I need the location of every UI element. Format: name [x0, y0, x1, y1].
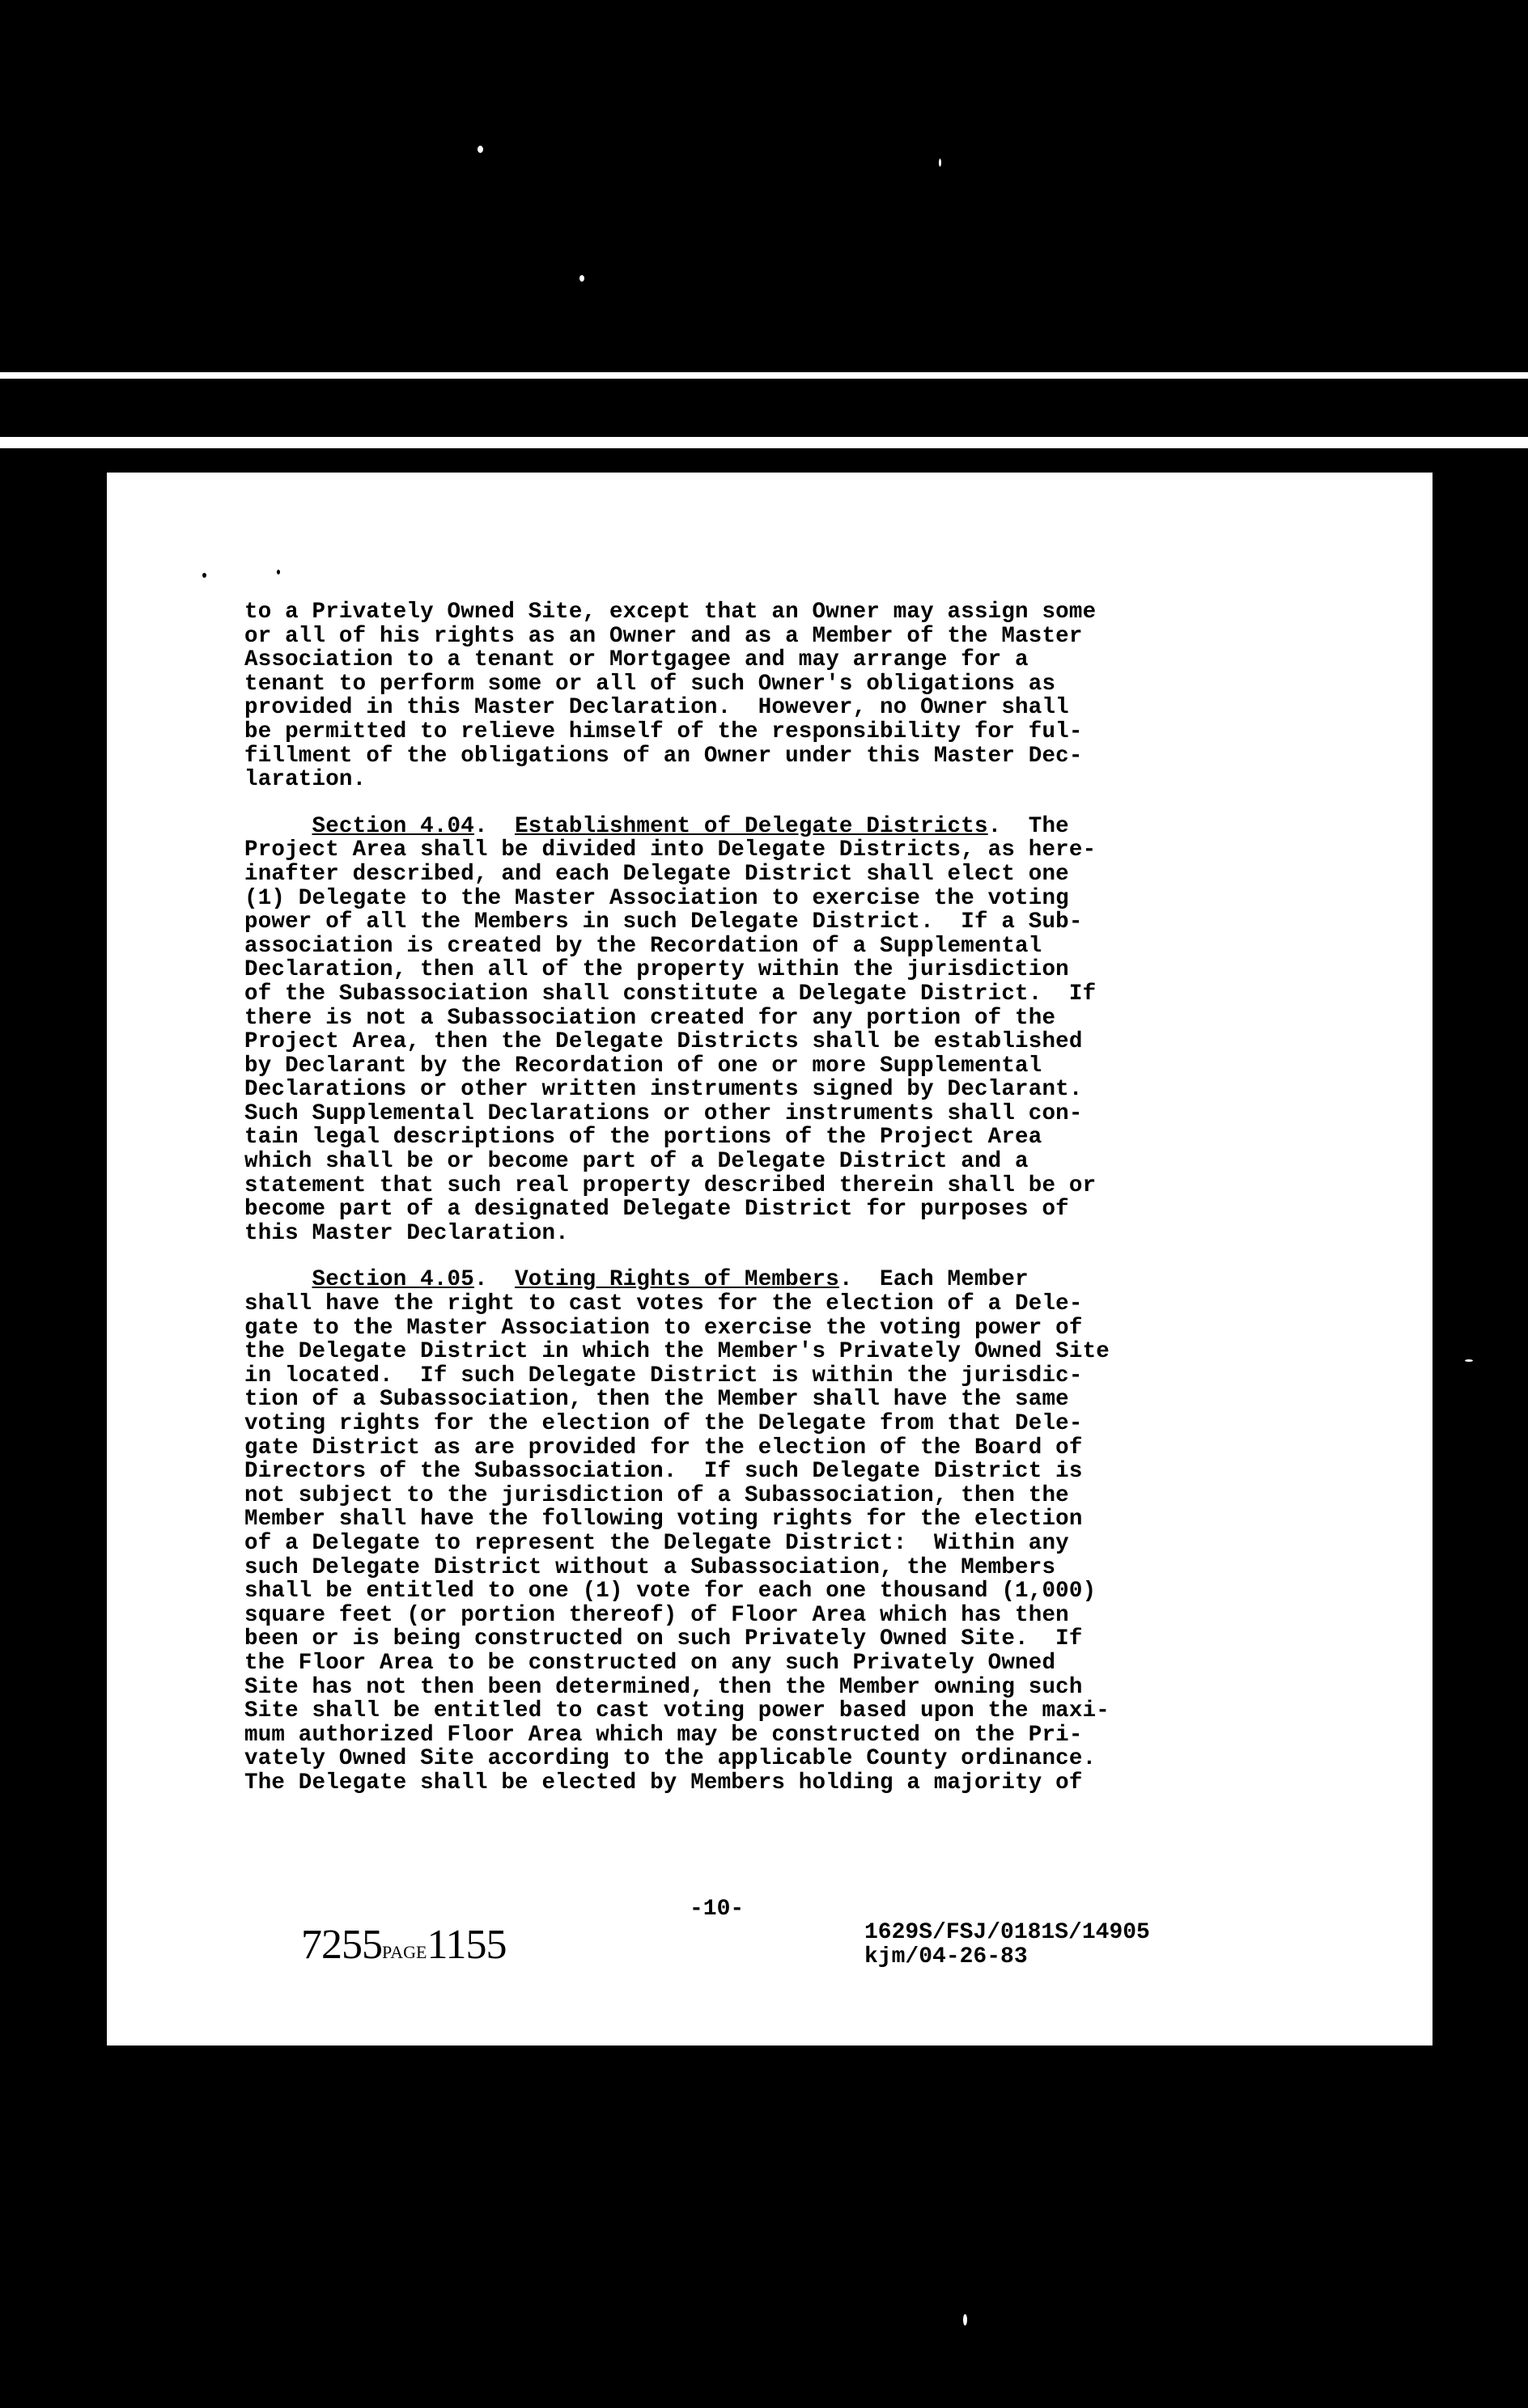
book-page-label: PAGE [382, 1942, 427, 1962]
text-line: Site has not then been determined, then the Member owning such [244, 1674, 1083, 1700]
scan-speck [277, 570, 280, 574]
book-page-number: 1155 [427, 1922, 507, 1968]
text-line: which shall be or become part of a Delegate District and a [244, 1149, 1029, 1175]
scan-speck [579, 275, 584, 282]
text-line: square feet (or portion thereof) of Floor Area which has then [244, 1602, 1069, 1628]
text-line: The Delegate shall be elected by Members holding a majority of [244, 1770, 1083, 1795]
text-line: or all of his rights as an Owner and as a Member of the Master [244, 623, 1083, 649]
scan-speck [963, 2314, 967, 2325]
scan-edge-band [0, 437, 1528, 448]
text-line: become part of a designated Delegate District for purposes of [244, 1197, 1069, 1223]
section-heading-line: Section 4.04. Establishment of Delegate Districts. The [312, 813, 1069, 839]
text-line: there is not a Subassociation created for any portion of the [244, 1005, 1056, 1031]
book-page-stamp [301, 1921, 507, 1969]
document-reference [864, 1921, 1150, 1969]
text-line: not subject to the jurisdiction of a Subassociation, then the [244, 1482, 1069, 1508]
text-line: Directors of the Subassociation. If such Delegate District is [244, 1459, 1083, 1485]
text-line: inafter described, and each Delegate District shall elect one [244, 861, 1069, 887]
section-heading-line: Section 4.05. Voting Rights of Members. Each Member [312, 1267, 1029, 1293]
document-body [244, 600, 1377, 1818]
text-line: such Delegate District without a Subassociation, the Members [244, 1554, 1056, 1580]
section-number: Section 4.04 [312, 813, 474, 839]
text-line: of a Delegate to represent the Delegate District: Within any [244, 1530, 1069, 1556]
text-line: association is created by the Recordation of a Supplemental [244, 933, 1042, 959]
text-line: Declaration, then all of the property within the jurisdiction [244, 957, 1069, 983]
text-line: shall be entitled to one (1) vote for each one thousand (1,000) [244, 1579, 1097, 1605]
section-heading-rest: . Each Member [838, 1267, 1029, 1293]
text-line: laration. [244, 767, 367, 793]
text-line: tain legal descriptions of the portions of the Project Area [244, 1125, 1042, 1151]
text-line: (1) Delegate to the Master Association to exercise the voting [244, 885, 1069, 911]
text-line: Project Area shall be divided into Delegate Districts, as here- [244, 837, 1097, 863]
text-line: tion of a Subassociation, then the Member shall have the same [244, 1387, 1069, 1413]
text-line: gate District as are provided for the election of the Board of [244, 1435, 1083, 1460]
text-line: Project Area, then the Delegate Districts shall be established [244, 1029, 1083, 1055]
text-line: in located. If such Delegate District is within the jurisdic- [244, 1363, 1083, 1388]
text-line: the Floor Area to be constructed on any such Privately Owned [244, 1650, 1056, 1676]
section-title: Establishment of Delegate Districts [515, 813, 988, 839]
section-number: Section 4.05 [312, 1267, 474, 1293]
scan-speck [939, 159, 941, 167]
text-line: tenant to perform some or all of such Owner's obligations as [244, 671, 1056, 697]
text-line: statement that such real property described therein shall be or [244, 1172, 1097, 1198]
text-line: be permitted to relieve himself of the responsibility for ful- [244, 719, 1083, 744]
document-page [107, 473, 1432, 2046]
paragraph [244, 1268, 1377, 1795]
text-line: provided in this Master Declaration. However, no Owner shall [244, 695, 1069, 721]
text-line: Declarations or other written instruments signed by Declarant. [244, 1077, 1083, 1103]
paragraph [244, 600, 1377, 792]
paragraph [244, 815, 1377, 1246]
scan-speck [1465, 1359, 1473, 1362]
text-line: been or is being constructed on such Privately Owned Site. If [244, 1626, 1083, 1652]
text-line: to a Privately Owned Site, except that an Owner may assign some [244, 600, 1097, 625]
text-line: Such Supplemental Declarations or other instruments shall con- [244, 1100, 1083, 1126]
text-line: mum authorized Floor Area which may be constructed on the Pri- [244, 1722, 1083, 1748]
scan-edge-band [0, 372, 1528, 379]
page-number: -10- [690, 1897, 745, 1922]
scan-speck [478, 146, 483, 153]
text-line: Association to a tenant or Mortgagee and may arrange for a [244, 647, 1029, 673]
text-line: voting rights for the election of the Delegate from that Dele- [244, 1411, 1083, 1436]
section-title: Voting Rights of Members [515, 1267, 839, 1293]
reference-line: kjm/04-26-83 [864, 1944, 1028, 1969]
text-line: the Delegate District in which the Member's Privately Owned Site [244, 1339, 1110, 1365]
reference-line: 1629S/FSJ/0181S/14905 [864, 1920, 1150, 1945]
section-heading-rest: . The [987, 813, 1069, 839]
text-line: this Master Declaration. [244, 1220, 569, 1246]
text-line: Site shall be entitled to cast voting power based upon the maxi- [244, 1698, 1110, 1724]
text-line: fillment of the obligations of an Owner under this Master Dec- [244, 743, 1083, 769]
text-line: by Declarant by the Recordation of one or more Supplemental [244, 1053, 1042, 1079]
text-line: vately Owned Site according to the applicable County ordinance. [244, 1746, 1097, 1772]
text-line: of the Subassociation shall constitute a Delegate District. If [244, 981, 1097, 1007]
text-line: shall have the right to cast votes for the election of a Dele- [244, 1291, 1083, 1317]
scan-speck [202, 573, 206, 578]
text-line: Member shall have the following voting rights for the election [244, 1507, 1083, 1533]
text-line: gate to the Master Association to exercise the voting power of [244, 1315, 1083, 1341]
text-line: power of all the Members in such Delegate District. If a Sub- [244, 909, 1083, 935]
book-number: 7255 [301, 1922, 382, 1968]
